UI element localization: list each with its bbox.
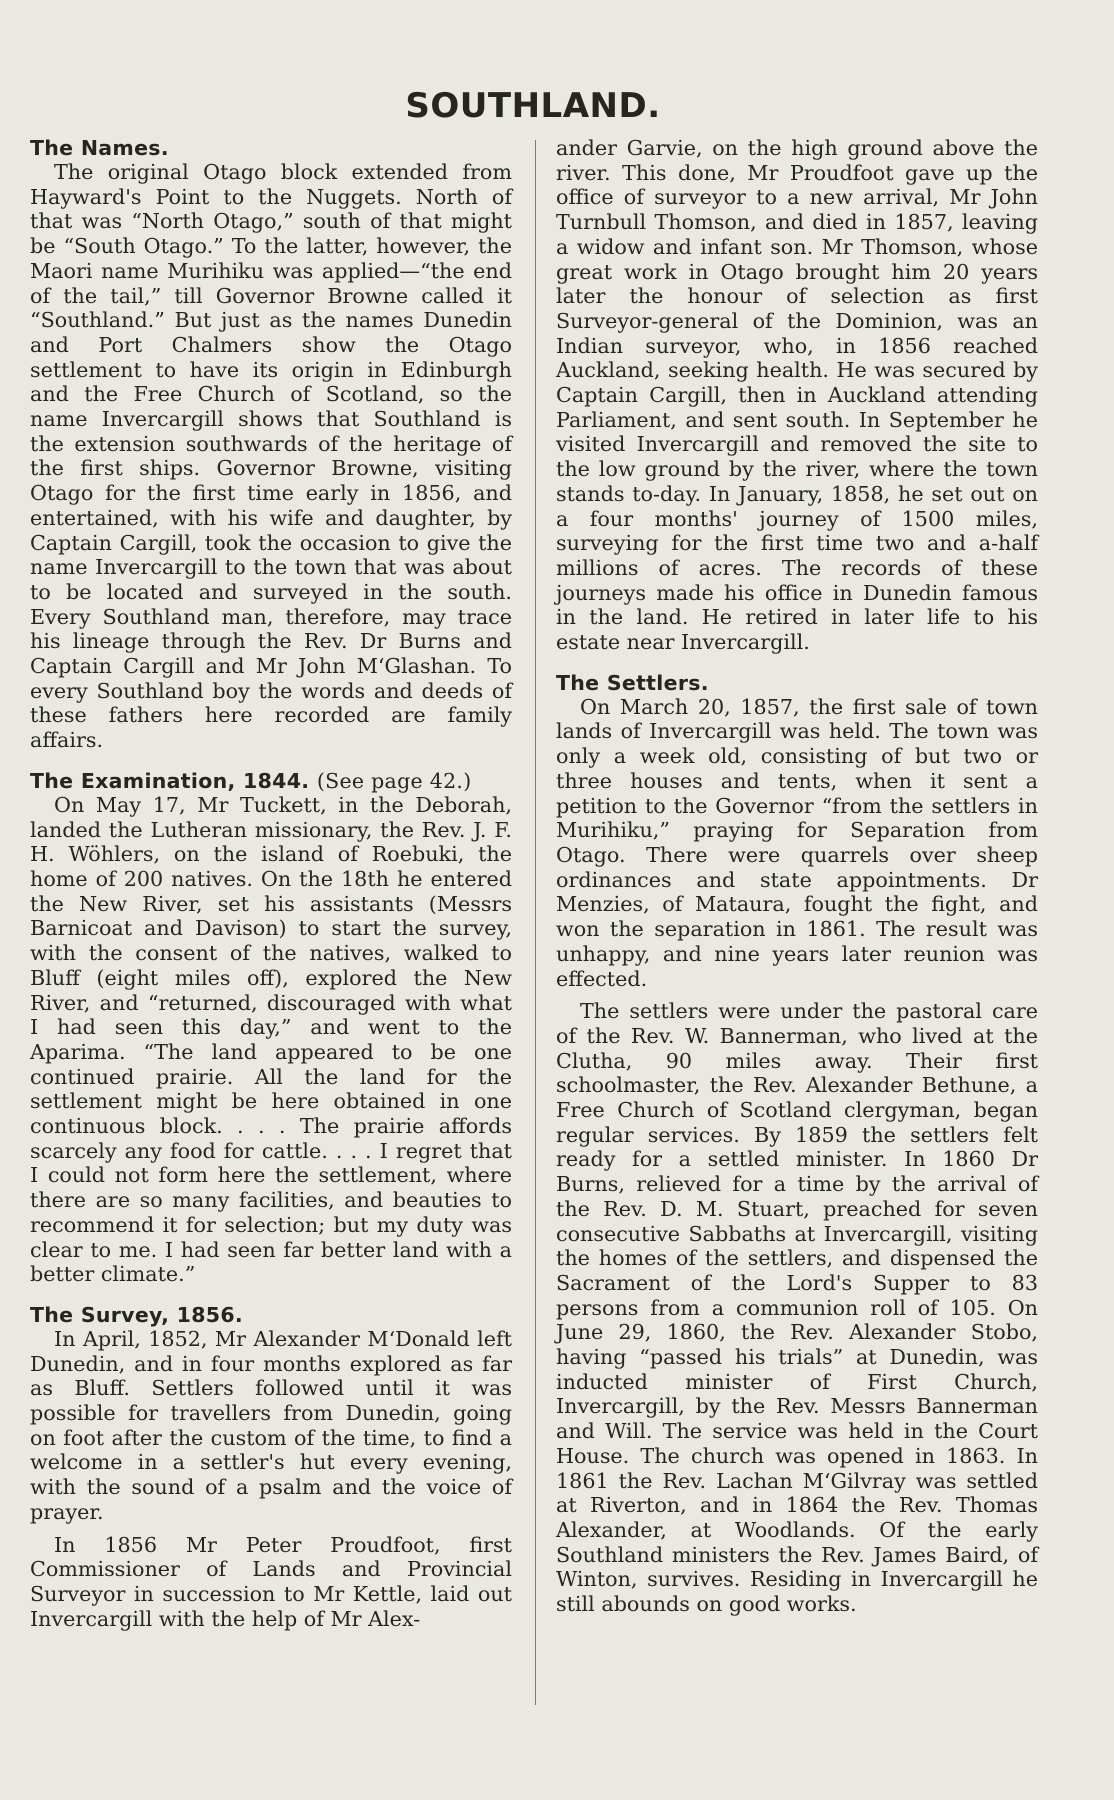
section-heading-settlers: The Settlers.: [556, 670, 709, 695]
section-heading-survey: The Survey, 1856.: [30, 1302, 243, 1327]
paragraph-examination: On May 17, Mr Tuckett, in the Deborah, landed the Lutheran missionary, the Rev. J. F. H. Wöhlers, on the island of Roebuki, the home of 200 natives. On the 18th he entered the New River, set his assistants (Messrs Barnicoat and Davison) to start the survey, with the consent of the natives, walked to Bluff (eight miles off), explored the New River, and “returned, discouraged with what I had seen this day,” and went to the Aparima. “The land appeared to be one continued prairie. All the land for the settlement might be here obtained in one continuous block. . . . The prairie affords scarcely any food for cattle. . . . I regret that I could not form here the settlement, where there are so many facilities, and beauties to recommend it for selection; but my duty was clear to me. I had seen far better land with a better climate.”: [30, 792, 512, 1287]
column-divider: [535, 140, 536, 1705]
section-heading-names: The Names.: [30, 136, 169, 160]
paragraph-survey-continued: ander Garvie, on the high ground above the river. This done, Mr Proudfoot gave up the office of surveyor to a new arrival, Mr John Turnbull Thomson, and died in 1857, leaving a widow and infant son. Mr Thomson, whose great work in Otago brought him 20 years later the honour of selection as first Surveyor-general of the Dominion, was an Indian surveyor, who, in 1856 reached Auckland, seeking health. He was secured by Captain Cargill, then in Auckland attending Parliament, and sent south. In September he visited Invercargill and removed the site to the low ground by the river, where the town stands to-day. In January, 1858, he set out on a four months' journey of 1500 miles, surveying for the first time two and a-half millions of acres. The records of these journeys made his office in Dunedin famous in the land. He retired in later life to his estate near Invercargill.: [556, 136, 1038, 655]
page-reference-note: (See page 42.): [316, 768, 472, 793]
page-title: SOUTHLAND.: [405, 86, 661, 126]
paragraph-survey-1: In April, 1852, Mr Alexander M‘Donald left Dunedin, and in four months explored as far as Bluff. Settlers followed until it was possible for travellers from Dunedin, going on foot after the custom of the time, to find a welcome in a settler's hut every evening, with the sound of a psalm and the voice of prayer.: [30, 1326, 512, 1524]
paragraph-settlers-2: The settlers were under the pastoral care of the Rev. W. Bannerman, who lived at the Clutha, 90 miles away. Their first schoolmaster, the Rev. Alexander Bethune, a Free Church of Scotland clergyman, began regular services. By 1859 the settlers felt ready for a settled minister. In 1860 Dr Burns, relieved for a time by the arrival of the Rev. D. M. Stuart, preached for seven consecutive Sabbaths at Invercargill, visiting the homes of the settlers, and dispensed the Sacrament of the Lord's Supper to 83 persons from a communion roll of 105. On June 29, 1860, the Rev. Alexander Stobo, having “passed his trials” at Dunedin, was inducted minister of First Church, Invercargill, by the Rev. Messrs Bannerman and Will. The service was held in the Court House. The church was opened in 1863. In 1861 the Rev. Lachan M‘Gilvray was settled at Riverton, and in 1864 the Rev. Thomas Alexander, at Woodlands. Of the early Southland ministers the Rev. James Baird, of Winton, survives. Residing in Invercargill he still abounds on good works.: [556, 999, 1038, 1617]
section-heading-examination: [30, 769, 512, 793]
paragraph-survey-2: In 1856 Mr Peter Proudfoot, first Commissioner of Lands and Provincial Surveyor in succession to Mr Kettle, laid out Invercargill with the help of Mr Alex-: [30, 1532, 512, 1631]
right-column: [556, 136, 1038, 1617]
paragraph-names: The original Otago block extended from Hayward's Point to the Nuggets. North of that was “North Otago,” south of that might be “South Otago.” To the latter, however, the Maori name Murihiku was applied—“the end of the tail,” till Governor Browne called it “Southland.” But just as the names Dunedin and Port Chalmers show the Otago settlement to have its origin in Edinburgh and the Free Church of Scotland, so the name Invercargill shows that Southland is the extension southwards of the heritage of the first ships. Governor Browne, visiting Otago for the first time early in 1856, and entertained, with his wife and daughter, by Captain Cargill, took the occasion to give the name Invercargill to the town that was about to be located and surveyed in the south. Every Southland man, therefore, may trace his lineage through the Rev. Dr Burns and Captain Cargill and Mr John M‘Glashan. To every Southland boy the words and deeds of these fathers here recorded are family affairs.: [30, 160, 512, 753]
paragraph-settlers-1: On March 20, 1857, the first sale of town lands of Invercargill was held. The town was only a week old, consisting of but two or three houses and tents, when it sent a petition to the Governor “from the settlers in Murihiku,” praying for Separation from Otago. There were quarrels over sheep ordinances and state appointments. Dr Menzies, of Mataura, fought the fight, and won the separation in 1861. The result was unhappy, and nine years later reunion was effected.: [556, 694, 1038, 991]
left-column: [30, 136, 512, 1631]
examination-heading-text: The Examination, 1844.: [30, 768, 310, 793]
